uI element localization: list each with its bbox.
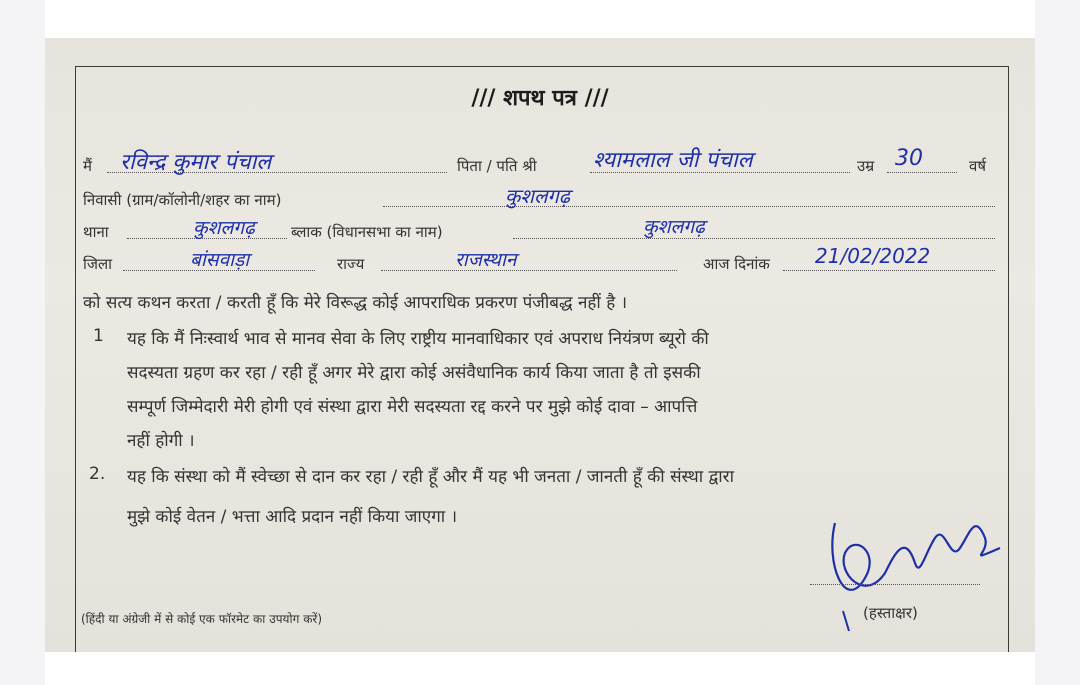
statement-text: को सत्य कथन करता / करती हूँ कि मेरे विरूद्ध कोई आपराधिक प्रकरण पंजीबद्ध नहीं है ।: [83, 293, 628, 313]
clause-2-number: 2.: [89, 464, 106, 484]
document-title: /// शपथ पत्र ///: [471, 86, 609, 111]
block-value: कुशलगढ़: [643, 216, 705, 238]
father-name-value: श्यामलाल जी पंचाल: [593, 148, 753, 173]
address-dotline: [383, 206, 995, 207]
thana-value: कुशलगढ़: [193, 217, 255, 239]
district-value: बांसवाड़ा: [190, 249, 250, 271]
district-label: जिला: [83, 255, 113, 273]
year-label: वर्ष: [969, 157, 987, 175]
block-dotline: [513, 238, 995, 239]
date-label: आज दिनांक: [703, 255, 770, 273]
age-label: उम्र: [857, 157, 875, 175]
clause-1-line: सदस्यता ग्रहण कर रहा / रही हूँ अगर मेरे द्वारा कोई असंवैधानिक कार्य किया जाता है तो इसकी: [127, 363, 701, 383]
footer-note: (हिंदी या अंग्रेजी में से कोई एक फॉरमेट का उपयोग करें): [81, 612, 322, 626]
date-dotline: [783, 270, 995, 271]
clause-2-line: यह कि संस्था को मैं स्वेच्छा से दान कर रहा / रही हूँ और मैं यह भी जनता / जानती हूँ की संस्था द्वारा: [127, 467, 735, 487]
clause-1-line: नहीं होगी ।: [127, 431, 195, 451]
top-margin: [45, 0, 1035, 38]
age-dotline: [887, 172, 957, 173]
thana-label: थाना: [83, 223, 109, 241]
bottom-margin: [45, 652, 1035, 685]
state-dotline: [381, 270, 677, 271]
address-value: कुशलगढ़: [505, 184, 571, 208]
clause-2-line: मुझे कोई वेतन / भत्ता आदि प्रदान नहीं किया जाएगा ।: [127, 507, 458, 527]
clause-1-line: सम्पूर्ण जिम्मेदारी मेरी होगी एवं संस्था द्वारा मेरी सदस्यता रद्द करने पर मुझे कोई दावा – आपत्ति: [127, 397, 698, 417]
state-label: राज्य: [337, 255, 365, 273]
age-value: 30: [895, 146, 923, 171]
prefix-label: मैं: [83, 157, 92, 175]
signature-label: (हस्ताक्षर): [863, 604, 918, 622]
affidavit-photo: [45, 38, 1035, 652]
name-value: रविन्द्र कुमार पंचाल: [120, 150, 272, 175]
clause-1-line: यह कि मैं निःस्वार्थ भाव से मानव सेवा के लिए राष्ट्रीय मानवाधिकार एवं अपराध नियंत्रण ब्यूरो की: [127, 329, 709, 349]
signature-mark: [825, 493, 1015, 633]
clause-1-number: 1: [93, 326, 104, 346]
block-label: ब्लाक (विधानसभा का नाम): [291, 223, 443, 241]
date-value: 21/02/2022: [815, 244, 931, 268]
signature-dotline: [810, 584, 980, 585]
address-label: निवासी (ग्राम/कॉलोनी/शहर का नाम): [83, 191, 282, 209]
name-line: [83, 156, 92, 176]
relation-label: पिता / पति श्री: [457, 157, 537, 175]
state-value: राजस्थान: [455, 249, 517, 271]
